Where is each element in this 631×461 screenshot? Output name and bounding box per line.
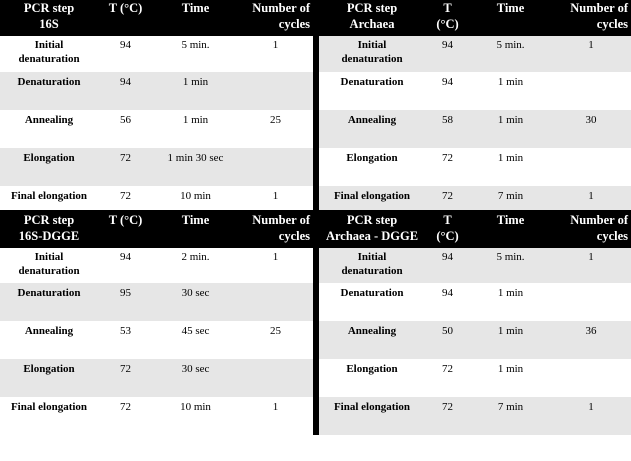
time-cell: 2 min. [181, 251, 210, 263]
col-header-pcr-step-16s [0, 0, 98, 36]
time-cell: 1 min [497, 363, 524, 375]
temperature-cell: 94 [442, 76, 453, 88]
cycles-cell: 1 [272, 39, 279, 51]
col-header-cycles [551, 210, 631, 248]
temperature-cell: 72 [98, 148, 153, 186]
cycles-cell [551, 359, 631, 397]
header-line: PCR step [346, 213, 398, 227]
header-line: cycles [596, 229, 628, 243]
temperature-cell: 72 [120, 190, 131, 202]
temperature-cell: 58 [425, 110, 470, 148]
col-header-pcr-step-archaea-dgge [319, 210, 425, 248]
step-cell: Annealing [319, 110, 425, 148]
col-header-pcr-step-16s-dgge [0, 210, 98, 248]
step-cell: Elongation [0, 359, 98, 397]
header-line: Archaea - DGGE [325, 229, 419, 243]
header-line: cycles [278, 229, 310, 243]
temperature-cell: 72 [120, 401, 131, 413]
header-line: Archaea [349, 17, 395, 31]
table-row [0, 283, 631, 321]
time-cell: 7 min [470, 186, 551, 210]
cycles-cell: 1 [272, 190, 279, 202]
table-row [0, 72, 631, 110]
time-cell: 5 min. [181, 39, 210, 51]
cycles-cell [238, 72, 313, 110]
temperature-cell: 72 [425, 397, 470, 435]
header-line: Number of [252, 1, 310, 15]
cycles-cell: 36 [551, 321, 631, 359]
header-line: PCR step [23, 213, 75, 227]
temperature-cell: 53 [120, 325, 131, 337]
time-cell: 10 min [180, 401, 211, 413]
step-cell: Elongation [346, 363, 398, 375]
step-cell: Denaturation [0, 283, 98, 321]
step-cell: Final elongation [319, 186, 425, 210]
temperature-cell: 56 [120, 114, 131, 126]
step-line: Initial [34, 251, 64, 263]
header-row-top [0, 0, 631, 36]
cycles-cell: 1 [272, 251, 279, 263]
cycles-cell: 1 [551, 36, 631, 72]
cycles-cell [238, 359, 313, 397]
time-cell: 30 sec [153, 359, 238, 397]
step-cell: Denaturation [340, 287, 404, 299]
step-cell: Final elongation [10, 190, 88, 202]
table-row [0, 186, 631, 210]
cycles-cell [238, 148, 313, 186]
header-line: T [443, 1, 452, 15]
col-header-temperature [425, 0, 470, 36]
time-cell: 1 min [497, 152, 524, 164]
table-row [0, 248, 631, 283]
cycles-cell [238, 283, 313, 321]
cycles-cell [551, 148, 631, 186]
time-cell: 7 min [470, 397, 551, 435]
table-row [0, 110, 631, 148]
col-header-temperature: T (°C) [98, 210, 153, 248]
header-line: (°C) [436, 229, 459, 243]
cycles-cell: 25 [270, 114, 281, 126]
step-cell: Final elongation [10, 401, 88, 413]
temperature-cell: 72 [442, 152, 453, 164]
step-line: Initial [357, 39, 387, 51]
temperature-cell: 72 [425, 186, 470, 210]
header-line: 16S-DGGE [18, 229, 80, 243]
temperature-cell: 94 [442, 287, 453, 299]
col-header-time: Time [470, 210, 551, 248]
time-cell: 1 min [182, 114, 209, 126]
header-line: Number of [570, 1, 628, 15]
cycles-cell: 1 [551, 397, 631, 435]
step-line: denaturation [18, 265, 80, 277]
cycles-cell [551, 72, 631, 110]
step-line: Initial [357, 251, 387, 263]
time-cell: 1 min [497, 76, 524, 88]
time-cell: 1 min [470, 321, 551, 359]
step-cell [0, 36, 98, 72]
header-line: (°C) [436, 17, 459, 31]
cycles-cell: 25 [270, 325, 281, 337]
col-header-time: Time [470, 0, 551, 36]
col-header-pcr-step-archaea [319, 0, 425, 36]
step-cell: Elongation [0, 148, 98, 186]
step-cell: Denaturation [0, 72, 98, 110]
step-line: denaturation [18, 53, 80, 65]
cycles-cell: 1 [551, 186, 631, 210]
time-cell: 1 min 30 sec [153, 148, 238, 186]
time-cell: 1 min [470, 110, 551, 148]
header-line: 16S [39, 17, 59, 31]
step-cell: Annealing [319, 321, 425, 359]
header-line: T [443, 213, 452, 227]
temperature-cell: 72 [98, 359, 153, 397]
temperature-cell: 50 [425, 321, 470, 359]
temperature-cell: 94 [120, 39, 131, 51]
temperature-cell: 94 [120, 251, 131, 263]
time-cell: 1 min [153, 72, 238, 110]
header-line: Number of [252, 213, 310, 227]
time-cell: 5 min. [470, 36, 551, 72]
table-row [0, 148, 631, 186]
step-cell: Annealing [24, 114, 74, 126]
header-line: PCR step [23, 1, 75, 15]
cycles-cell [551, 283, 631, 321]
col-header-cycles [238, 0, 313, 36]
cycles-cell: 1 [551, 248, 631, 283]
table-row [0, 359, 631, 397]
step-line: denaturation [341, 53, 403, 65]
header-row-bottom [0, 210, 631, 248]
header-line: cycles [278, 17, 310, 31]
temperature-cell: 94 [425, 36, 470, 72]
time-cell: 45 sec [181, 325, 210, 337]
step-cell: Final elongation [319, 397, 425, 435]
table-row [0, 36, 631, 72]
temperature-cell: 95 [98, 283, 153, 321]
step-cell [319, 36, 425, 72]
step-cell [319, 248, 425, 283]
temperature-cell: 94 [98, 72, 153, 110]
time-cell: 1 min [497, 287, 524, 299]
header-line: PCR step [346, 1, 398, 15]
header-line: Number of [570, 213, 628, 227]
time-cell: 5 min. [470, 248, 551, 283]
step-cell: Elongation [346, 152, 398, 164]
step-cell: Denaturation [340, 76, 404, 88]
header-line: cycles [596, 17, 628, 31]
table-row [0, 321, 631, 359]
col-header-cycles [238, 210, 313, 248]
col-header-temperature [425, 210, 470, 248]
table-row [0, 397, 631, 435]
cycles-cell: 1 [272, 401, 279, 413]
time-cell: 10 min [180, 190, 211, 202]
step-line: denaturation [341, 265, 403, 277]
col-header-temperature: T (°C) [98, 0, 153, 36]
col-header-time: Time [153, 210, 238, 248]
step-line: Initial [34, 39, 64, 51]
cycles-cell: 30 [551, 110, 631, 148]
step-cell: Annealing [24, 325, 74, 337]
col-header-cycles [551, 0, 631, 36]
col-header-time: Time [153, 0, 238, 36]
step-cell [0, 248, 98, 283]
temperature-cell: 94 [425, 248, 470, 283]
time-cell: 30 sec [153, 283, 238, 321]
temperature-cell: 72 [442, 363, 453, 375]
